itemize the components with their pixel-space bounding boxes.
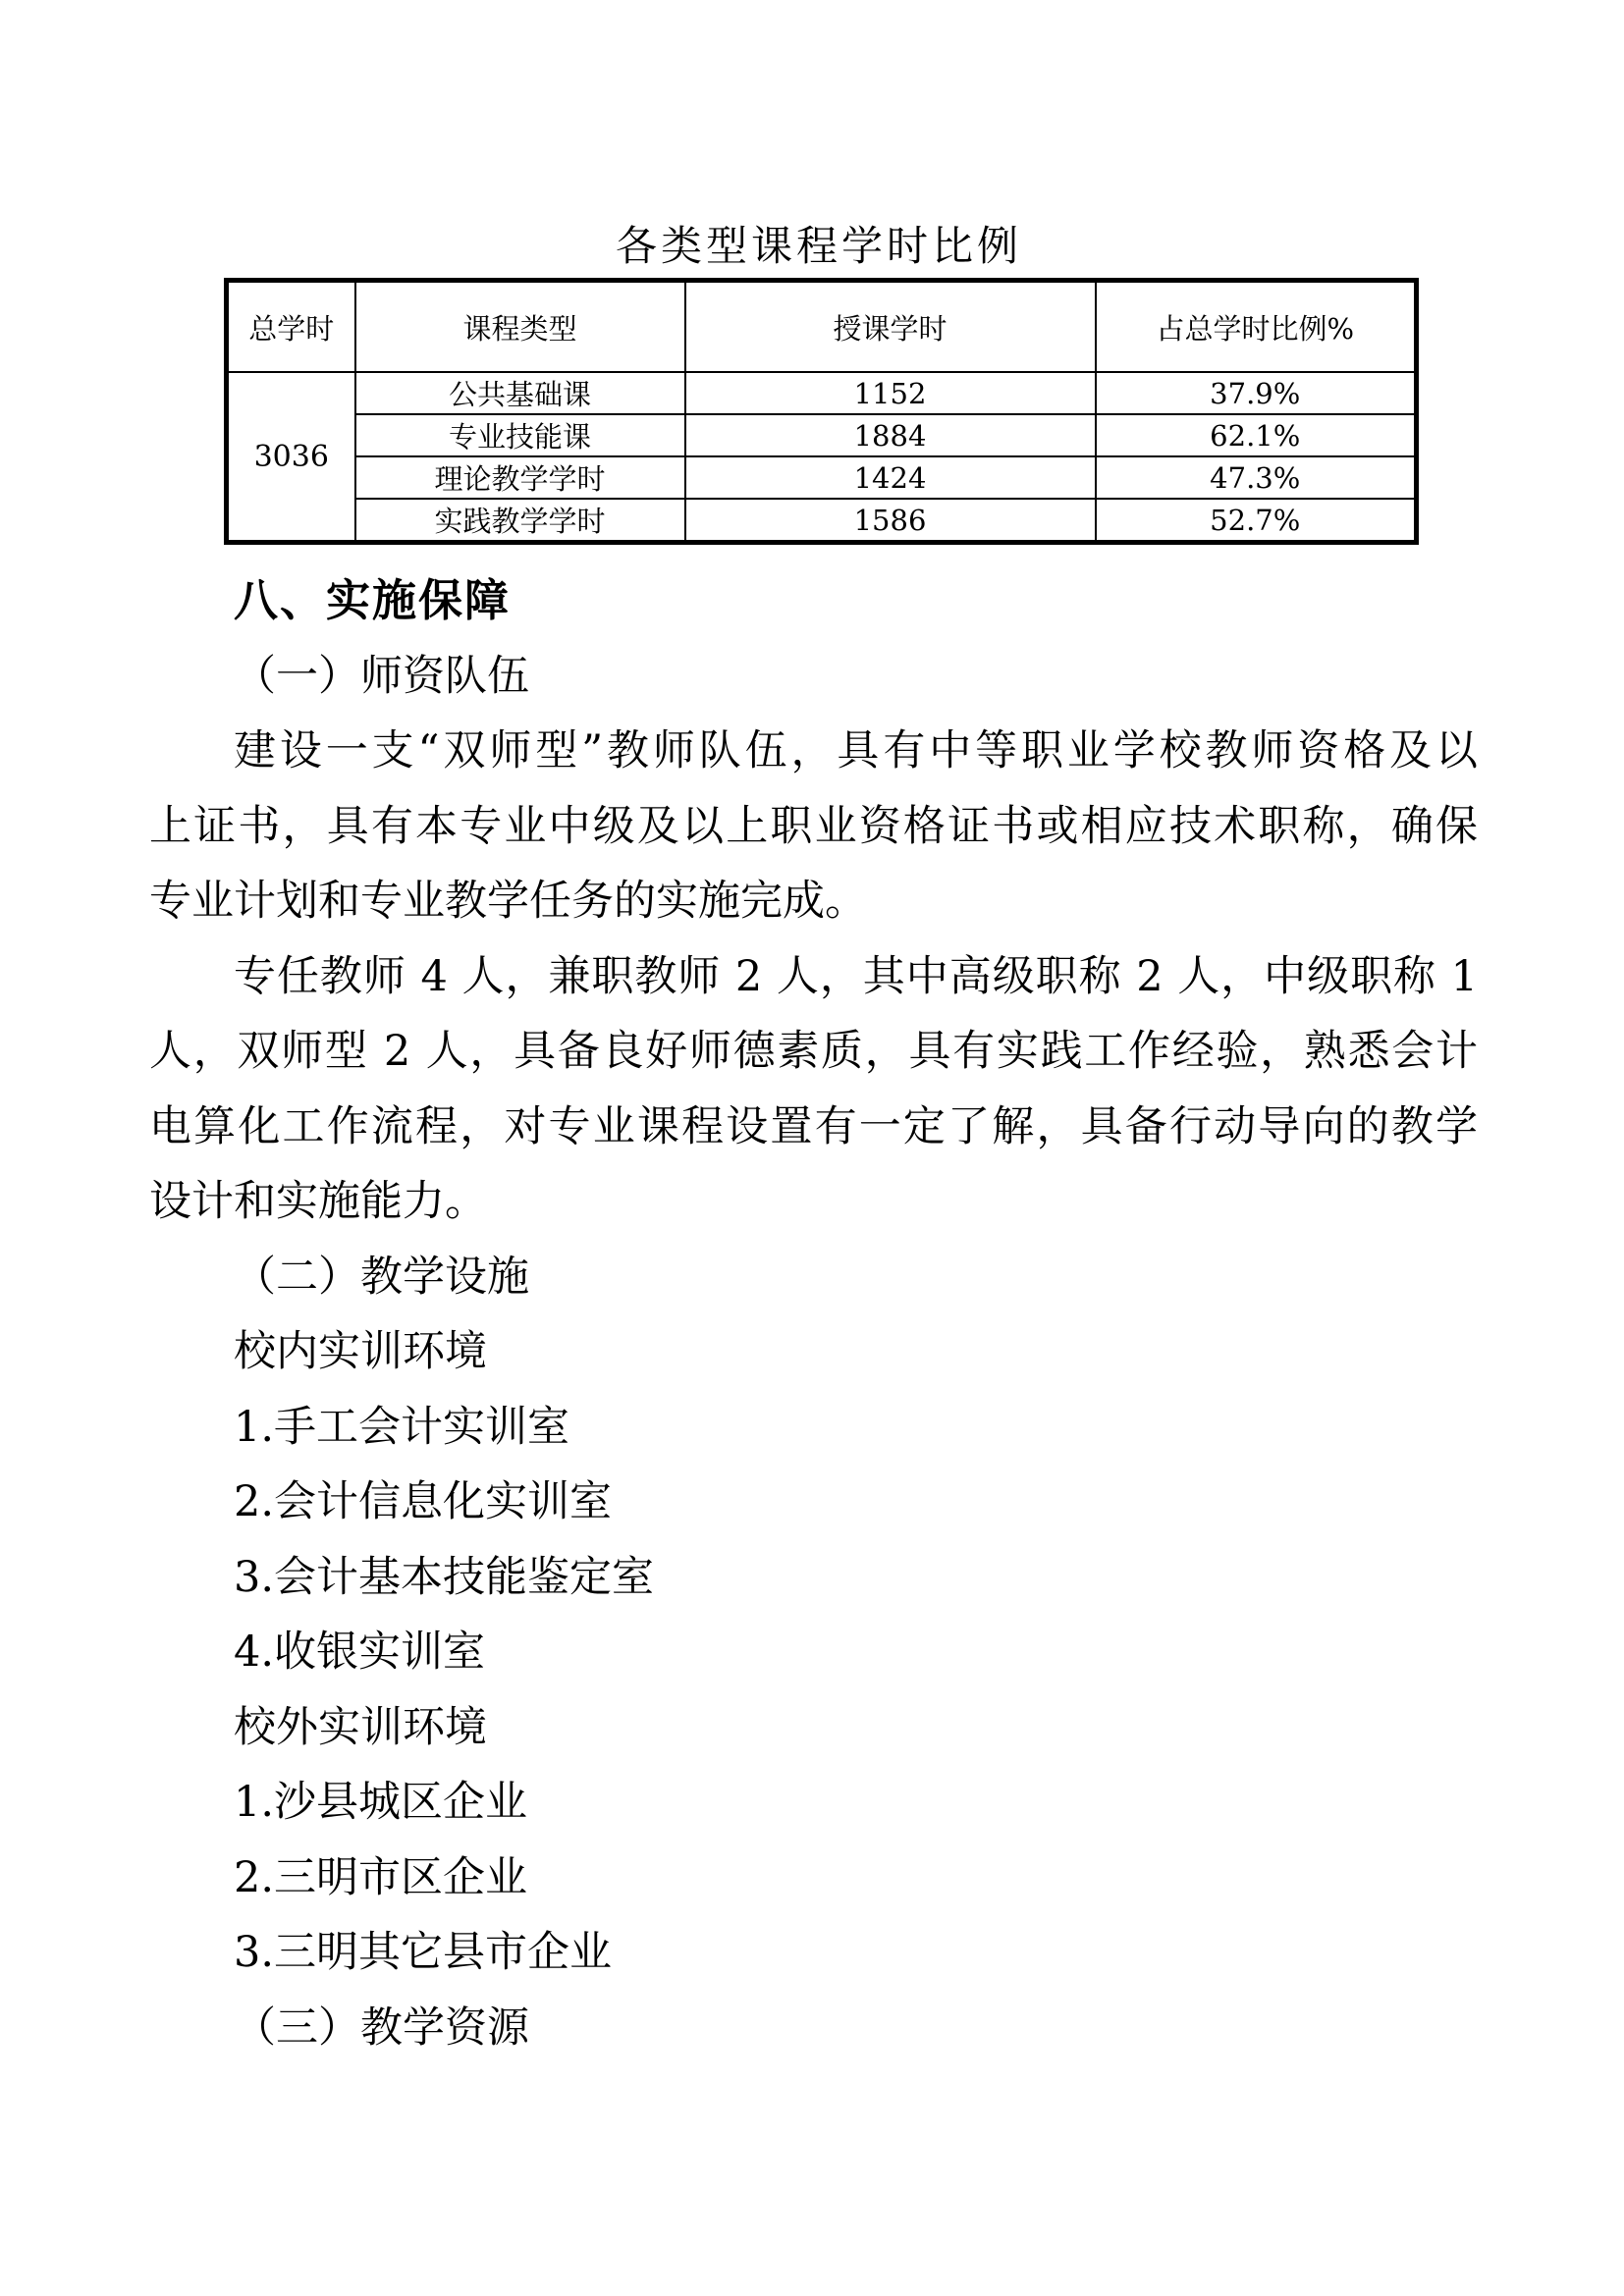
hours-cell: 1586: [685, 499, 1096, 543]
col-header-teach-hours: 授课学时: [685, 281, 1096, 373]
table-row: [227, 456, 1417, 499]
table-title: 各类型课程学时比例: [615, 222, 1022, 270]
col-header-total-hours: 总学时: [227, 281, 355, 373]
subsection-heading: （三）教学资源: [234, 2002, 529, 2053]
paragraph-line: 上证书，具有本专业中级及以上职业资格证书或相应技术职称，确保: [149, 801, 1478, 851]
total-hours-cell: 3036: [227, 372, 355, 543]
list-item: 1.沙县城区企业: [234, 1778, 528, 1827]
col-header-percent: 占总学时比例%: [1096, 281, 1417, 373]
list-item: 1.手工会计实训室: [234, 1402, 570, 1452]
paragraph-line: 专任教师 4 人，兼职教师 2 人，其中高级职称 2 人，中级职称 1: [234, 951, 1478, 1001]
subsection-heading: （二）教学设施: [234, 1252, 529, 1302]
course-type-cell: 理论教学学时: [355, 456, 685, 499]
table-row: [227, 414, 1417, 456]
course-type-cell: 公共基础课: [355, 372, 685, 414]
paragraph-line: 设计和实施能力。: [149, 1177, 487, 1226]
hours-cell: 1152: [685, 372, 1096, 414]
list-group-label: 校外实训环境: [234, 1702, 487, 1752]
course-type-cell: 实践教学学时: [355, 499, 685, 543]
table-row: [227, 372, 1417, 414]
list-item: 2.会计信息化实训室: [234, 1477, 613, 1526]
paragraph-line: 电算化工作流程，对专业课程设置有一定了解，具备行动导向的教学: [149, 1101, 1478, 1151]
list-item: 3.三明其它县市企业: [234, 1928, 613, 1977]
course-hours-table: [224, 278, 1419, 545]
table-header-row: [227, 281, 1417, 373]
paragraph-line: 专业计划和专业教学任务的实施完成。: [149, 877, 867, 926]
hours-cell: 1884: [685, 414, 1096, 456]
paragraph-line: 人，双师型 2 人，具备良好师德素质，具有实践工作经验，熟悉会计: [149, 1027, 1478, 1076]
table-row: [227, 499, 1417, 543]
list-group-label: 校内实训环境: [234, 1327, 487, 1376]
percent-cell: 52.7%: [1096, 499, 1417, 543]
document-body: [149, 563, 1478, 2065]
percent-cell: 62.1%: [1096, 414, 1417, 456]
percent-cell: 37.9%: [1096, 372, 1417, 414]
percent-cell: 47.3%: [1096, 456, 1417, 499]
list-item: 3.会计基本技能鉴定室: [234, 1552, 655, 1602]
subsection-heading: （一）师资队伍: [234, 651, 529, 701]
section-heading: 八、实施保障: [234, 574, 512, 626]
paragraph-line: 建设一支“双师型”教师队伍，具有中等职业学校教师资格及以: [234, 726, 1478, 775]
course-type-cell: 专业技能课: [355, 414, 685, 456]
col-header-course-type: 课程类型: [355, 281, 685, 373]
list-item: 2.三明市区企业: [234, 1852, 528, 1902]
list-item: 4.收银实训室: [234, 1628, 486, 1677]
hours-cell: 1424: [685, 456, 1096, 499]
